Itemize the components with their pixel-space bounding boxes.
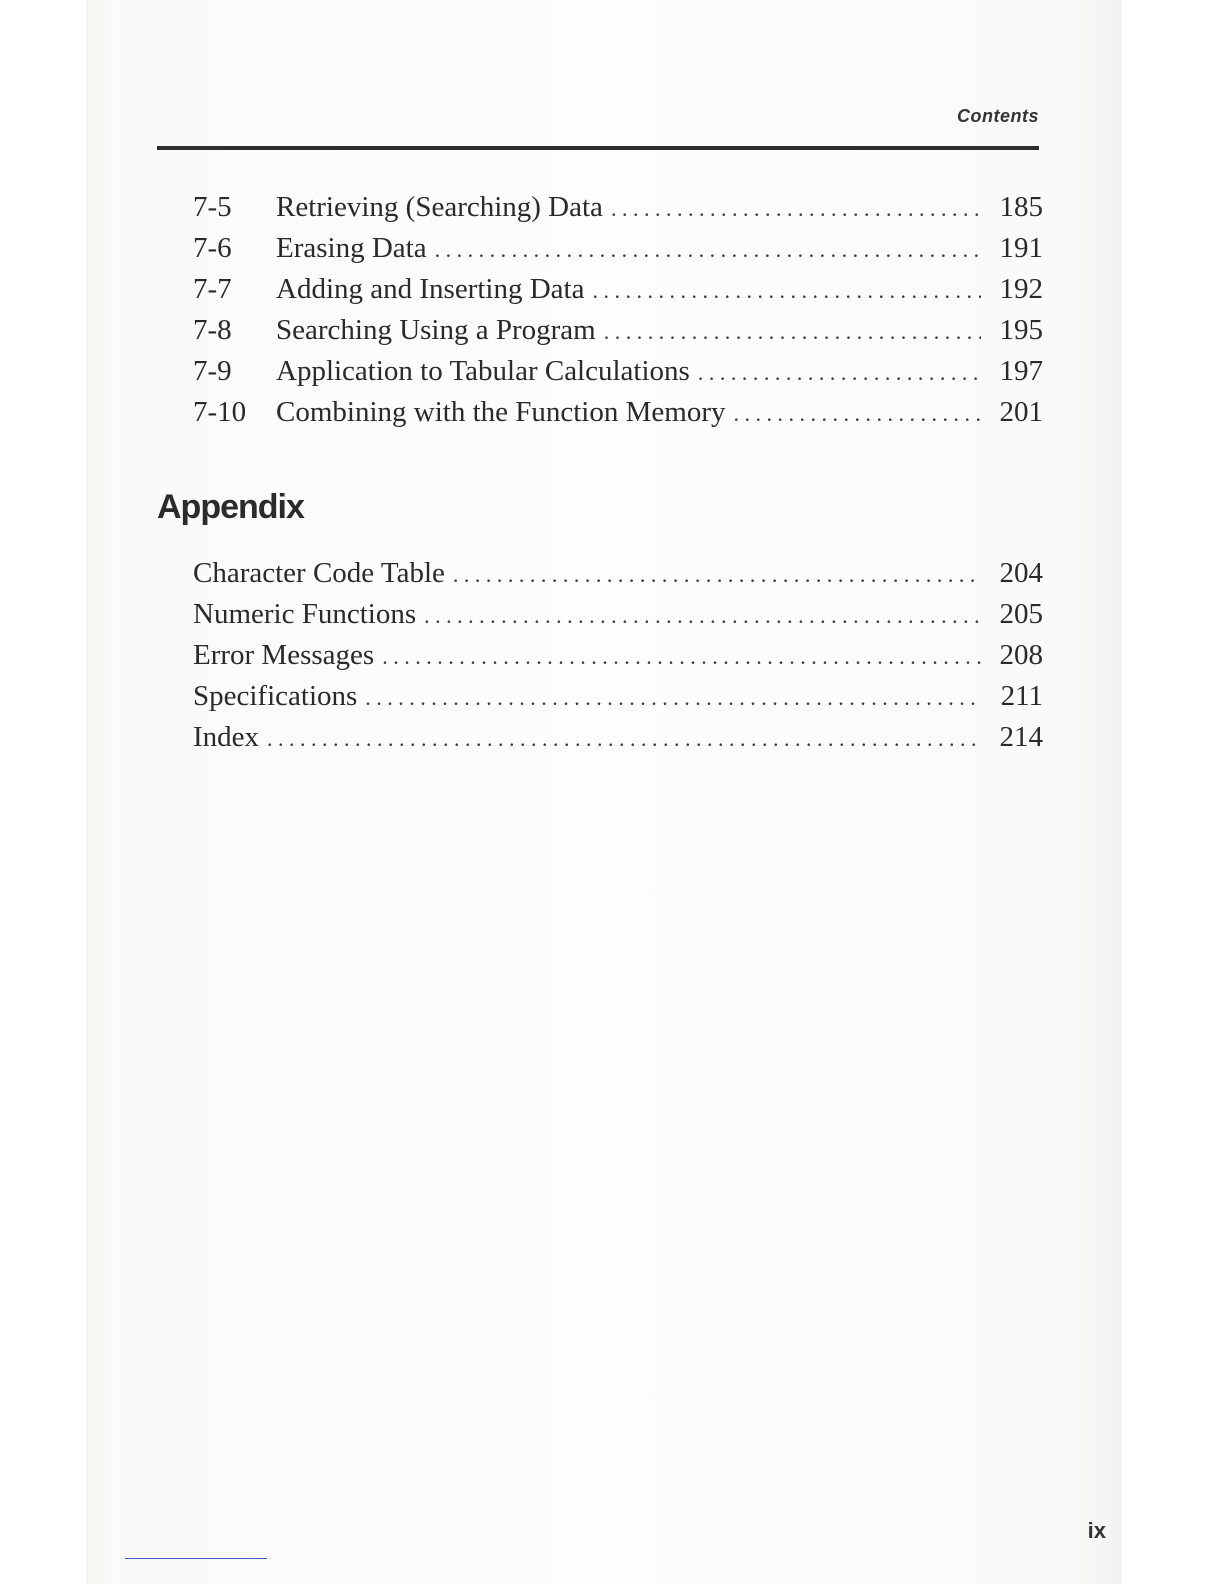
entry-title: Application to Tabular Calculations (276, 355, 690, 387)
toc-entry (193, 273, 1043, 314)
entry-title: Character Code Table (193, 557, 445, 589)
dot-leader (382, 644, 981, 670)
entry-title: Error Messages (193, 639, 375, 671)
toc-entry (193, 721, 1043, 762)
dot-leader (698, 360, 981, 386)
dot-leader (435, 237, 981, 263)
dot-leader (365, 685, 981, 711)
entry-page: 204 (999, 557, 1043, 589)
entry-page: 205 (999, 598, 1043, 630)
entry-number: 7-10 (193, 396, 247, 428)
entry-number: 7-7 (193, 273, 232, 305)
entry-page: 201 (999, 396, 1043, 428)
entry-page: 192 (999, 273, 1043, 305)
dot-leader (424, 603, 981, 629)
toc-entry (193, 314, 1043, 355)
entry-title: Combining with the Function Memory (276, 396, 726, 428)
header-rule (157, 146, 1039, 150)
chapter-7-toc (193, 191, 1043, 437)
entry-title: Specifications (193, 680, 358, 712)
toc-entry (193, 355, 1043, 396)
entry-number: 7-8 (193, 314, 232, 346)
entry-title: Adding and Inserting Data (276, 273, 585, 305)
toc-entry (193, 639, 1043, 680)
toc-entry (193, 191, 1043, 232)
dot-leader (453, 562, 981, 588)
entry-title: Numeric Functions (193, 598, 417, 630)
appendix-toc (193, 557, 1043, 762)
entry-title: Retrieving (Searching) Data (276, 191, 603, 223)
dot-leader (604, 319, 981, 345)
toc-entry (193, 557, 1043, 598)
entry-number: 7-5 (193, 191, 232, 223)
toc-entry (193, 598, 1043, 639)
entry-number: 7-9 (193, 355, 232, 387)
dot-leader (267, 726, 981, 752)
dot-leader (734, 401, 982, 427)
entry-page: 197 (999, 355, 1043, 387)
entry-page: 185 (999, 191, 1043, 223)
entry-title: Erasing Data (276, 232, 427, 264)
toc-entry (193, 680, 1043, 721)
entry-title: Searching Using a Program (276, 314, 596, 346)
running-head: Contents (957, 106, 1039, 126)
footer-link-line (125, 1558, 267, 1559)
entry-page: 191 (999, 232, 1043, 264)
entry-page: 214 (999, 721, 1043, 753)
entry-page: 211 (1000, 680, 1043, 712)
entry-number: 7-6 (193, 232, 232, 264)
entry-title: Index (193, 721, 260, 753)
toc-entry (193, 232, 1043, 273)
page-folio: ix (1087, 1518, 1106, 1543)
appendix-heading: Appendix (157, 488, 304, 526)
entry-page: 195 (999, 314, 1043, 346)
toc-entry (193, 396, 1043, 437)
dot-leader (611, 196, 981, 222)
dot-leader (592, 278, 981, 304)
entry-page: 208 (999, 639, 1043, 671)
